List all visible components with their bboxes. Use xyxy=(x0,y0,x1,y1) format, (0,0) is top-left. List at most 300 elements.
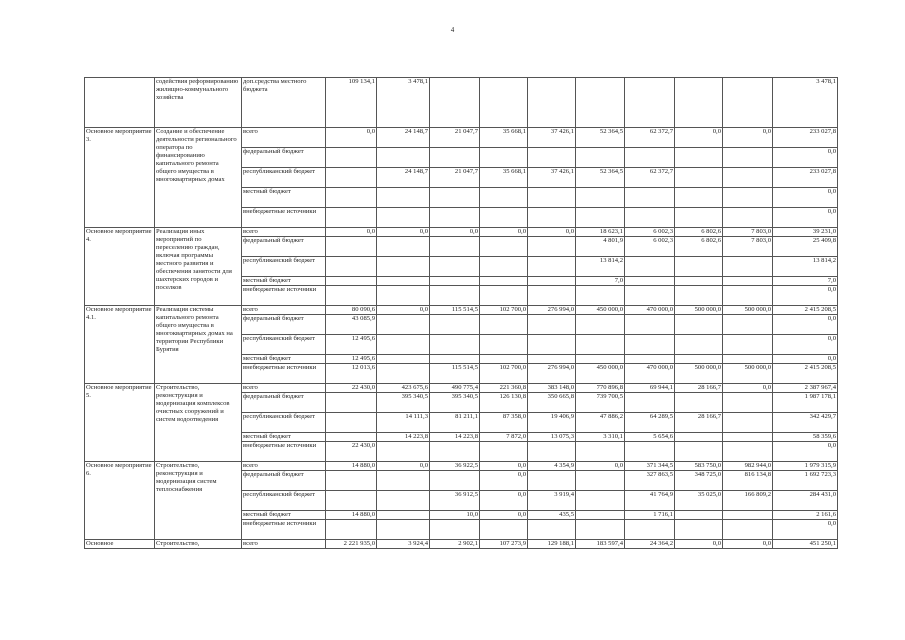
amount-cell: 7 803,0 xyxy=(723,237,773,257)
amount-cell: 3 919,4 xyxy=(528,491,576,511)
amount-cell: 14 223,8 xyxy=(430,433,480,442)
amount-cell: 2 902,1 xyxy=(430,540,480,549)
amount-cell xyxy=(675,148,723,168)
total-cell: 284 431,0 xyxy=(773,491,838,511)
amount-cell: 0,0 xyxy=(377,306,430,315)
amount-cell xyxy=(723,277,773,286)
funding-source-cell: республиканский бюджет xyxy=(242,168,326,188)
amount-cell: 115 514,5 xyxy=(430,306,480,315)
amount-cell: 107 273,9 xyxy=(480,540,528,549)
amount-cell xyxy=(377,471,430,491)
amount-cell: 1 716,1 xyxy=(625,511,675,520)
amount-cell xyxy=(430,471,480,491)
amount-cell xyxy=(430,315,480,335)
amount-cell: 115 514,5 xyxy=(430,364,480,384)
total-cell: 0,0 xyxy=(773,315,838,335)
amount-cell: 500 000,0 xyxy=(675,306,723,315)
amount-cell: 0,0 xyxy=(377,462,430,471)
amount-cell: 583 750,0 xyxy=(675,462,723,471)
amount-cell: 14 223,8 xyxy=(377,433,430,442)
amount-cell xyxy=(480,442,528,462)
amount-cell: 24 148,7 xyxy=(377,168,430,188)
funding-source-cell: местный бюджет xyxy=(242,355,326,364)
amount-cell: 0,0 xyxy=(480,511,528,520)
funding-source-cell: всего xyxy=(242,306,326,315)
amount-cell xyxy=(326,237,377,257)
amount-cell xyxy=(326,208,377,228)
amount-cell: 0,0 xyxy=(675,540,723,549)
amount-cell: 0,0 xyxy=(576,462,625,471)
amount-cell: 64 289,5 xyxy=(625,413,675,433)
total-cell: 7,0 xyxy=(773,277,838,286)
amount-cell: 14 880,0 xyxy=(326,511,377,520)
funding-source-cell: республиканский бюджет xyxy=(242,335,326,355)
amount-cell xyxy=(675,520,723,540)
amount-cell: 450 000,0 xyxy=(576,364,625,384)
amount-cell: 816 134,8 xyxy=(723,471,773,491)
amount-cell xyxy=(625,286,675,306)
amount-cell xyxy=(576,188,625,208)
amount-cell xyxy=(625,520,675,540)
amount-cell: 5 654,6 xyxy=(625,433,675,442)
amount-cell xyxy=(528,208,576,228)
amount-cell xyxy=(675,442,723,462)
amount-cell xyxy=(326,257,377,277)
amount-cell: 4 801,9 xyxy=(576,237,625,257)
amount-cell xyxy=(675,188,723,208)
amount-cell: 3 924,4 xyxy=(377,540,430,549)
amount-cell xyxy=(430,355,480,364)
total-cell: 2 415 208,5 xyxy=(773,364,838,384)
amount-cell xyxy=(576,511,625,520)
amount-cell xyxy=(326,393,377,413)
amount-cell xyxy=(430,188,480,208)
amount-cell xyxy=(576,148,625,168)
funding-source-cell: всего xyxy=(242,228,326,237)
amount-cell xyxy=(576,520,625,540)
amount-cell: 12 495,6 xyxy=(326,335,377,355)
amount-cell: 4 354,9 xyxy=(528,462,576,471)
amount-cell: 21 047,7 xyxy=(430,128,480,148)
amount-cell xyxy=(675,257,723,277)
total-cell: 2 161,6 xyxy=(773,511,838,520)
budget-table xyxy=(84,77,838,549)
amount-cell xyxy=(576,315,625,335)
amount-cell xyxy=(723,188,773,208)
total-cell: 0,0 xyxy=(773,520,838,540)
amount-cell xyxy=(377,442,430,462)
amount-cell: 6 802,6 xyxy=(675,237,723,257)
total-cell: 25 409,8 xyxy=(773,237,838,257)
description-cell: Строительство, реконструкция и модернизация систем теплоснабжения xyxy=(155,462,242,540)
amount-cell xyxy=(576,442,625,462)
amount-cell: 22 430,0 xyxy=(326,442,377,462)
funding-source-cell: внебюджетные источники xyxy=(242,208,326,228)
amount-cell xyxy=(377,355,430,364)
amount-cell xyxy=(576,355,625,364)
amount-cell xyxy=(480,520,528,540)
amount-cell: 3 478,1 xyxy=(377,78,430,128)
amount-cell xyxy=(723,168,773,188)
page-number: 4 xyxy=(450,26,455,34)
amount-cell xyxy=(528,355,576,364)
amount-cell: 470 000,0 xyxy=(625,306,675,315)
amount-cell: 450 000,0 xyxy=(576,306,625,315)
amount-cell xyxy=(723,520,773,540)
amount-cell: 0,0 xyxy=(528,228,576,237)
total-cell: 0,0 xyxy=(773,286,838,306)
description-cell: Реализация системы капитального ремонта общего имущества в многоквартирных домах на территории Республики Бурятия xyxy=(155,306,242,384)
amount-cell: 276 994,0 xyxy=(528,306,576,315)
table-row xyxy=(85,78,838,128)
amount-cell xyxy=(625,355,675,364)
amount-cell xyxy=(675,78,723,128)
amount-cell xyxy=(528,286,576,306)
amount-cell: 0,0 xyxy=(480,228,528,237)
amount-cell: 52 364,5 xyxy=(576,128,625,148)
amount-cell xyxy=(377,335,430,355)
amount-cell: 21 047,7 xyxy=(430,168,480,188)
amount-cell xyxy=(625,393,675,413)
description-cell: Строительство, xyxy=(155,540,242,549)
amount-cell xyxy=(625,335,675,355)
funding-source-cell: федеральный бюджет xyxy=(242,315,326,335)
amount-cell xyxy=(377,277,430,286)
total-cell: 0,0 xyxy=(773,355,838,364)
description-cell: содействия реформированию жилищно-коммунального хозяйства xyxy=(155,78,242,128)
amount-cell xyxy=(576,335,625,355)
amount-cell: 500 000,0 xyxy=(723,306,773,315)
amount-cell: 0,0 xyxy=(326,228,377,237)
amount-cell xyxy=(430,78,480,128)
total-cell: 342 429,7 xyxy=(773,413,838,433)
amount-cell: 62 372,7 xyxy=(625,128,675,148)
funding-source-cell: федеральный бюджет xyxy=(242,237,326,257)
amount-cell xyxy=(430,335,480,355)
amount-cell xyxy=(675,208,723,228)
amount-cell: 0,0 xyxy=(675,128,723,148)
event-cell: Основное мероприятие 6. xyxy=(85,462,155,540)
amount-cell xyxy=(528,520,576,540)
amount-cell: 500 000,0 xyxy=(723,364,773,384)
amount-cell xyxy=(377,491,430,511)
amount-cell: 0,0 xyxy=(377,228,430,237)
total-cell: 1 692 723,3 xyxy=(773,471,838,491)
description-cell: Реализация иных мероприятий по переселению граждан, включая программы местного развития и обеспечения занятости для шахтерских городов и поселков xyxy=(155,228,242,306)
funding-source-cell: внебюджетные источники xyxy=(242,364,326,384)
total-cell: 2 415 208,5 xyxy=(773,306,838,315)
total-cell: 0,0 xyxy=(773,188,838,208)
amount-cell: 36 922,5 xyxy=(430,462,480,471)
amount-cell: 350 665,8 xyxy=(528,393,576,413)
funding-source-cell: федеральный бюджет xyxy=(242,148,326,168)
amount-cell: 395 340,5 xyxy=(377,393,430,413)
event-cell: Основное мероприятие 3. xyxy=(85,128,155,228)
amount-cell: 37 426,1 xyxy=(528,168,576,188)
amount-cell xyxy=(528,315,576,335)
amount-cell xyxy=(326,148,377,168)
description-cell: Строительство, реконструкция и модернизация комплексов очистных сооружений и систем водоотведения xyxy=(155,384,242,462)
amount-cell: 80 090,6 xyxy=(326,306,377,315)
amount-cell: 22 430,0 xyxy=(326,384,377,393)
amount-cell: 35 668,1 xyxy=(480,168,528,188)
amount-cell: 47 886,2 xyxy=(576,413,625,433)
amount-cell xyxy=(326,413,377,433)
amount-cell xyxy=(723,433,773,442)
amount-cell: 7,0 xyxy=(576,277,625,286)
total-cell: 1 979 315,9 xyxy=(773,462,838,471)
total-cell: 0,0 xyxy=(773,148,838,168)
amount-cell xyxy=(675,355,723,364)
total-cell: 3 478,1 xyxy=(773,78,838,128)
table-row xyxy=(85,306,838,315)
event-cell: Основное мероприятие 4.1. xyxy=(85,306,155,384)
amount-cell: 28 166,7 xyxy=(675,384,723,393)
amount-cell xyxy=(480,208,528,228)
amount-cell xyxy=(625,277,675,286)
amount-cell xyxy=(326,188,377,208)
amount-cell: 770 896,8 xyxy=(576,384,625,393)
amount-cell: 35 025,0 xyxy=(675,491,723,511)
amount-cell xyxy=(430,208,480,228)
amount-cell: 221 360,8 xyxy=(480,384,528,393)
amount-cell xyxy=(723,393,773,413)
amount-cell: 126 130,8 xyxy=(480,393,528,413)
amount-cell: 109 134,1 xyxy=(326,78,377,128)
amount-cell: 13 814,2 xyxy=(576,257,625,277)
amount-cell: 739 700,5 xyxy=(576,393,625,413)
amount-cell: 435,5 xyxy=(528,511,576,520)
amount-cell: 383 148,0 xyxy=(528,384,576,393)
amount-cell xyxy=(675,433,723,442)
amount-cell xyxy=(377,511,430,520)
amount-cell: 0,0 xyxy=(430,228,480,237)
amount-cell: 52 364,5 xyxy=(576,168,625,188)
amount-cell xyxy=(430,442,480,462)
funding-source-cell: федеральный бюджет xyxy=(242,393,326,413)
amount-cell xyxy=(528,78,576,128)
amount-cell: 24 148,7 xyxy=(377,128,430,148)
amount-cell xyxy=(723,413,773,433)
amount-cell xyxy=(326,520,377,540)
amount-cell: 28 166,7 xyxy=(675,413,723,433)
event-cell: Основное мероприятие 4. xyxy=(85,228,155,306)
amount-cell xyxy=(723,511,773,520)
total-cell: 233 027,8 xyxy=(773,128,838,148)
amount-cell xyxy=(326,433,377,442)
table-row xyxy=(85,540,838,549)
amount-cell xyxy=(528,277,576,286)
amount-cell xyxy=(377,257,430,277)
amount-cell xyxy=(723,286,773,306)
amount-cell xyxy=(480,78,528,128)
amount-cell: 327 863,5 xyxy=(625,471,675,491)
funding-source-cell: местный бюджет xyxy=(242,277,326,286)
funding-source-cell: внебюджетные источники xyxy=(242,442,326,462)
amount-cell: 102 700,0 xyxy=(480,364,528,384)
funding-source-cell: доп.средства местного бюджета xyxy=(242,78,326,128)
amount-cell: 0,0 xyxy=(723,384,773,393)
amount-cell xyxy=(625,148,675,168)
amount-cell xyxy=(576,286,625,306)
funding-source-cell: федеральный бюджет xyxy=(242,471,326,491)
amount-cell: 13 075,3 xyxy=(528,433,576,442)
amount-cell xyxy=(625,257,675,277)
event-cell: Основное мероприятие 5. xyxy=(85,384,155,462)
amount-cell: 35 668,1 xyxy=(480,128,528,148)
funding-source-cell: всего xyxy=(242,384,326,393)
total-cell: 39 231,0 xyxy=(773,228,838,237)
amount-cell: 19 406,9 xyxy=(528,413,576,433)
amount-cell xyxy=(576,78,625,128)
amount-cell xyxy=(480,355,528,364)
amount-cell: 6 002,3 xyxy=(625,237,675,257)
amount-cell xyxy=(480,286,528,306)
amount-cell: 0,0 xyxy=(480,462,528,471)
funding-source-cell: местный бюджет xyxy=(242,188,326,208)
amount-cell: 102 700,0 xyxy=(480,306,528,315)
amount-cell xyxy=(528,237,576,257)
funding-source-cell: местный бюджет xyxy=(242,433,326,442)
amount-cell xyxy=(675,335,723,355)
amount-cell xyxy=(625,442,675,462)
amount-cell xyxy=(430,286,480,306)
funding-source-cell: республиканский бюджет xyxy=(242,491,326,511)
amount-cell: 43 085,9 xyxy=(326,315,377,335)
amount-cell xyxy=(528,335,576,355)
amount-cell: 6 002,3 xyxy=(625,228,675,237)
total-cell: 58 359,6 xyxy=(773,433,838,442)
amount-cell: 62 372,7 xyxy=(625,168,675,188)
total-cell: 233 027,8 xyxy=(773,168,838,188)
amount-cell xyxy=(377,364,430,384)
amount-cell xyxy=(625,78,675,128)
amount-cell xyxy=(576,491,625,511)
amount-cell xyxy=(576,471,625,491)
funding-source-cell: внебюджетные источники xyxy=(242,286,326,306)
amount-cell xyxy=(723,148,773,168)
amount-cell xyxy=(377,148,430,168)
amount-cell xyxy=(675,393,723,413)
amount-cell xyxy=(528,471,576,491)
total-cell: 0,0 xyxy=(773,208,838,228)
total-cell: 0,0 xyxy=(773,442,838,462)
funding-source-cell: всего xyxy=(242,462,326,471)
amount-cell xyxy=(480,277,528,286)
amount-cell xyxy=(480,188,528,208)
amount-cell xyxy=(625,208,675,228)
amount-cell xyxy=(723,355,773,364)
amount-cell xyxy=(723,78,773,128)
amount-cell: 0,0 xyxy=(723,128,773,148)
amount-cell: 14 111,3 xyxy=(377,413,430,433)
amount-cell xyxy=(326,277,377,286)
amount-cell xyxy=(528,442,576,462)
amount-cell: 12 495,6 xyxy=(326,355,377,364)
amount-cell: 24 364,2 xyxy=(625,540,675,549)
table-body xyxy=(85,78,838,549)
amount-cell: 129 188,1 xyxy=(528,540,576,549)
amount-cell xyxy=(326,286,377,306)
amount-cell xyxy=(723,208,773,228)
total-cell: 0,0 xyxy=(773,335,838,355)
amount-cell xyxy=(675,286,723,306)
amount-cell: 500 000,0 xyxy=(675,364,723,384)
amount-cell xyxy=(480,315,528,335)
amount-cell: 87 358,0 xyxy=(480,413,528,433)
amount-cell xyxy=(723,315,773,335)
amount-cell: 490 775,4 xyxy=(430,384,480,393)
amount-cell: 6 802,6 xyxy=(675,228,723,237)
table-row xyxy=(85,228,838,237)
amount-cell xyxy=(326,491,377,511)
amount-cell: 41 764,9 xyxy=(625,491,675,511)
amount-cell: 423 675,6 xyxy=(377,384,430,393)
amount-cell xyxy=(480,257,528,277)
amount-cell: 37 426,1 xyxy=(528,128,576,148)
funding-source-cell: всего xyxy=(242,128,326,148)
amount-cell xyxy=(480,237,528,257)
amount-cell: 81 211,1 xyxy=(430,413,480,433)
amount-cell: 0,0 xyxy=(723,540,773,549)
amount-cell xyxy=(377,286,430,306)
table-row xyxy=(85,128,838,148)
amount-cell xyxy=(528,148,576,168)
amount-cell: 69 944,1 xyxy=(625,384,675,393)
amount-cell: 470 000,0 xyxy=(625,364,675,384)
amount-cell xyxy=(430,277,480,286)
amount-cell xyxy=(723,335,773,355)
funding-source-cell: всего xyxy=(242,540,326,549)
funding-source-cell: республиканский бюджет xyxy=(242,413,326,433)
amount-cell: 0,0 xyxy=(326,128,377,148)
amount-cell: 982 944,0 xyxy=(723,462,773,471)
funding-source-cell: местный бюджет xyxy=(242,511,326,520)
amount-cell xyxy=(625,188,675,208)
amount-cell: 348 725,0 xyxy=(675,471,723,491)
amount-cell: 3 310,1 xyxy=(576,433,625,442)
amount-cell: 183 597,4 xyxy=(576,540,625,549)
amount-cell xyxy=(675,511,723,520)
amount-cell xyxy=(480,335,528,355)
amount-cell xyxy=(377,208,430,228)
amount-cell xyxy=(326,168,377,188)
amount-cell xyxy=(723,257,773,277)
amount-cell xyxy=(430,237,480,257)
amount-cell xyxy=(430,148,480,168)
amount-cell: 0,0 xyxy=(480,471,528,491)
total-cell: 451 250,1 xyxy=(773,540,838,549)
total-cell: 13 814,2 xyxy=(773,257,838,277)
amount-cell xyxy=(480,148,528,168)
amount-cell: 0,0 xyxy=(480,491,528,511)
amount-cell: 371 344,5 xyxy=(625,462,675,471)
amount-cell xyxy=(377,237,430,257)
amount-cell: 36 912,5 xyxy=(430,491,480,511)
amount-cell xyxy=(675,168,723,188)
amount-cell xyxy=(377,520,430,540)
funding-source-cell: внебюджетные источники xyxy=(242,520,326,540)
amount-cell xyxy=(377,188,430,208)
amount-cell xyxy=(675,277,723,286)
amount-cell: 7 803,0 xyxy=(723,228,773,237)
amount-cell: 276 994,0 xyxy=(528,364,576,384)
event-cell xyxy=(85,78,155,128)
amount-cell: 2 221 935,0 xyxy=(326,540,377,549)
amount-cell xyxy=(326,471,377,491)
amount-cell xyxy=(377,315,430,335)
amount-cell: 395 340,5 xyxy=(430,393,480,413)
